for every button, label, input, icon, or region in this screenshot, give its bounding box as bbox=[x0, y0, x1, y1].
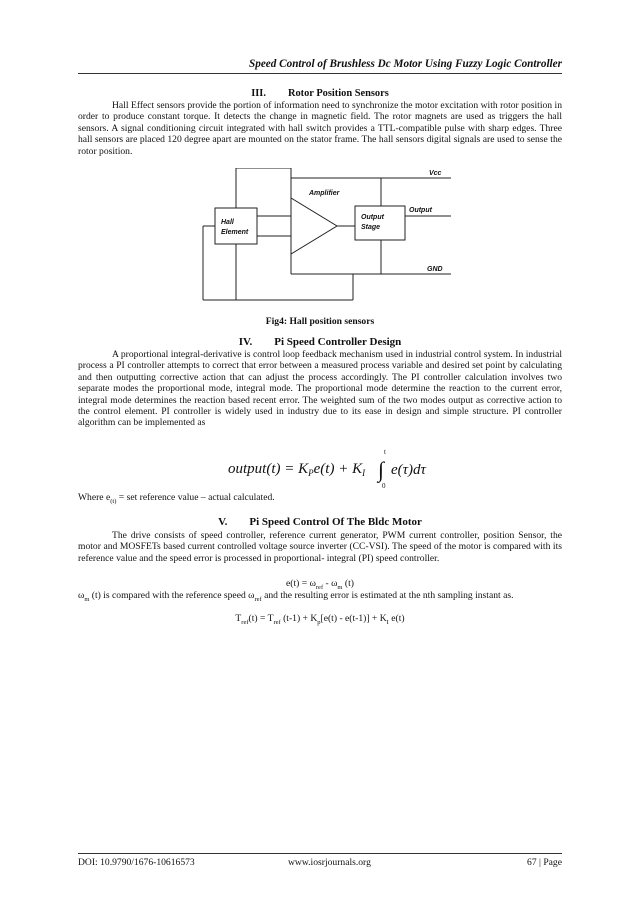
integral-sign-icon: ∫ bbox=[378, 457, 385, 482]
torque-equation: $T_{ref}(t) = T_{ref}$ $(t-1) + K_p[e(t) - e(t-1)] + K_I$ e(t) bbox=[235, 613, 405, 626]
vcc-label: Vcc bbox=[429, 170, 442, 177]
hall-sensor-diagram bbox=[193, 168, 453, 314]
formula-integrand: e(τ)dτ bbox=[391, 462, 426, 478]
running-title: Speed Control of Brushless Dc Motor Using Fuzzy Logic Controller bbox=[249, 58, 562, 70]
formula-lhs: output(t) = K bbox=[228, 461, 309, 477]
section-title: Rotor Position Sensors bbox=[287, 88, 389, 99]
header-rule bbox=[78, 73, 562, 74]
section-number: IV. bbox=[238, 336, 253, 348]
section-heading-5 bbox=[78, 516, 562, 528]
formula-kp-sub: P bbox=[308, 468, 314, 478]
error-equation: $e(t) = \omega_{ref} - \omega_m$ (t) bbox=[286, 578, 354, 591]
hall-label-1: Hall bbox=[221, 219, 234, 226]
amplifier-label: Amplifier bbox=[309, 190, 340, 197]
section-number: V. bbox=[218, 516, 228, 528]
footer-page: 67 | Page bbox=[527, 857, 562, 868]
section3-body: Hall Effect sensors provide the portion of information need to synchronize the motor excitation with rotor position in order to produce constant torque. It detects the change in magnetic field. The rotor magnets are used as triggers the hall sensors. A signal conditioning circuit integrated with hall switch provides a TTL-compatible pulse with sharp edges. Three hall sensors are placed 120 degree apart are mounted on the stator frame. The hall sensors digital signals are used to sense the rotor position. bbox=[78, 100, 562, 157]
pi-formula bbox=[228, 446, 448, 490]
section5-body: The drive consists of speed controller, reference current generator, PWM current controller, position Sensor, the motor and MOSFETs based current controlled voltage source inverter (CC-VSI). The speed of the motor is compared with its reference value and the speed error is processed in proportional- integral (PI) speed controller. bbox=[78, 530, 562, 564]
section-heading-4 bbox=[78, 336, 562, 348]
section-heading-3 bbox=[78, 88, 562, 99]
section4-body: A proportional integral-derivative is control loop feedback mechanism used in industrial control system. In industrial process a PI controller attempts to correct that error between a measured process variable and desired set point by calculating and then outputting corrective action that can adjust the process accordingly. The PI controller calculation involves two separate modes the proportional mode, integral mode. The proportional mode determine the reaction to the current error, integral mode determines the reaction based recent error. The weighted sum of the two modes output as corrective action to the control element. PI controller is widely used in industry due to its ease in design and simple structure. PI controller algorithm can be implemented as bbox=[78, 349, 562, 429]
comparison-text: $\omega_m$ (t) is compared with the reference speed $\omega_{ref}$ and the resulting error is estimated at the nth sampling instant as. bbox=[78, 590, 514, 603]
svg-text:output(t) = KPe(t) + KI bbox=[228, 461, 366, 478]
hall-label-2: Element bbox=[221, 229, 249, 236]
where-line: Where $e_{(t)}$ = set reference value – actual calculated. bbox=[78, 492, 275, 505]
output-label: Output bbox=[409, 207, 432, 214]
output-stage-label-1: Output bbox=[361, 214, 384, 221]
formula-mid: e(t) + K bbox=[313, 461, 363, 477]
footer-doi: DOI: 10.9790/1676-10616573 bbox=[78, 857, 195, 868]
figure-caption: Fig4: Hall position sensors bbox=[265, 316, 375, 327]
section-number: III. bbox=[251, 88, 266, 99]
section-title: Pi Speed Controller Design bbox=[274, 336, 402, 348]
gnd-label: GND bbox=[427, 266, 443, 273]
section-title: Pi Speed Control Of The Bldc Motor bbox=[249, 516, 422, 528]
formula-lower-limit: 0 bbox=[382, 482, 386, 490]
formula-ki-sub: I bbox=[362, 468, 366, 478]
formula-upper-limit: t bbox=[384, 448, 386, 456]
output-stage-label-2: Stage bbox=[361, 224, 381, 231]
footer-rule bbox=[78, 853, 562, 854]
footer-site: www.iosrjournals.org bbox=[288, 857, 371, 868]
